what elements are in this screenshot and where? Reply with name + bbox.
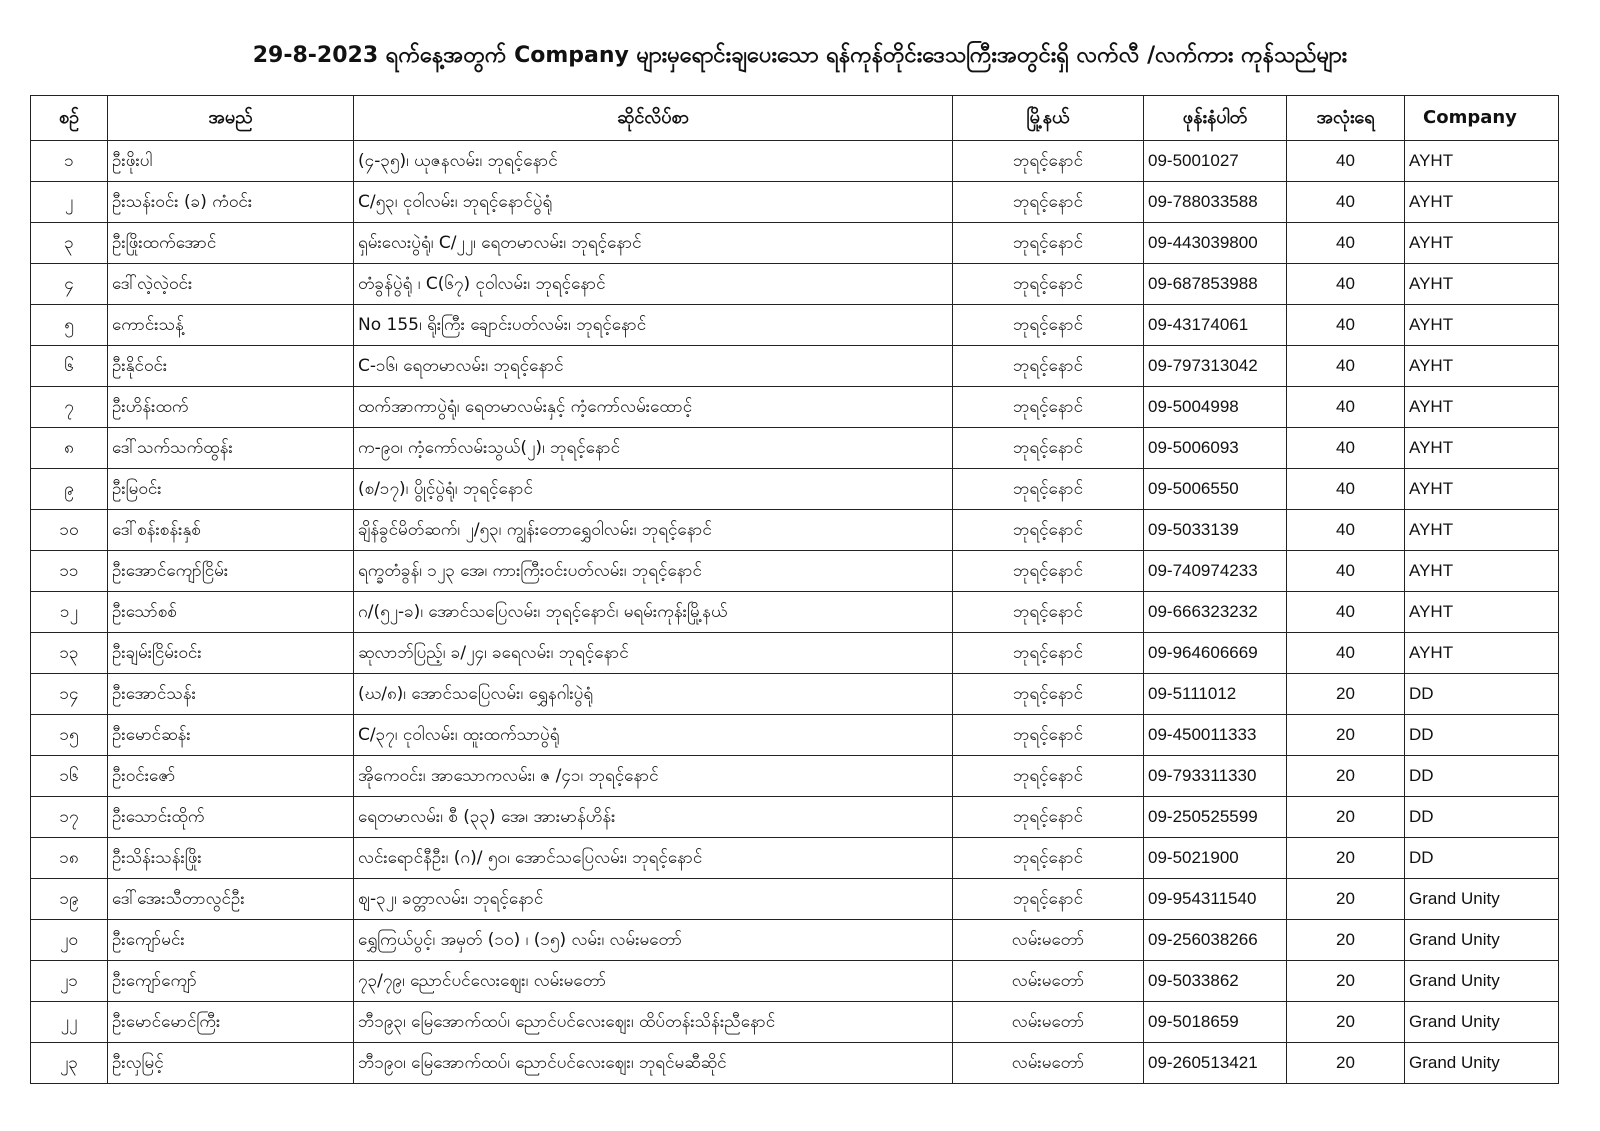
township: ဘုရင့်နောင် [953,756,1144,797]
company-name: DD [1405,797,1559,838]
company-name: Grand Unity [1405,961,1559,1002]
phone-number: 09-797313042 [1144,346,1287,387]
township: ဘုရင့်နောင် [953,346,1144,387]
table-row [31,387,1559,428]
shop-address: C/၅၃၊ ငုဝါလမ်း၊ ဘုရင့်နောင်ပွဲရုံ [354,182,953,223]
merchant-name: ဦးဝင်းဇော် [108,756,354,797]
shop-address: ဘီ၁၉၃၊ မြေအောက်ထပ်၊ ညောင်ပင်လေးဈေး၊ ထိပ်တန်းသိန်းညီနောင် [354,1002,953,1043]
shop-address: (၄-၃၅)၊ ယုဇနလမ်း၊ ဘုရင့်နောင် [354,141,953,182]
quantity: 40 [1287,346,1405,387]
township: ဘုရင့်နောင် [953,592,1144,633]
row-number: ၂၀ [31,920,108,961]
table-row [31,633,1559,674]
phone-number: 09-793311330 [1144,756,1287,797]
table-header-row [31,96,1559,141]
table-row [31,879,1559,920]
row-number: ၁၃ [31,633,108,674]
row-number: ၅ [31,305,108,346]
row-number: ၁၀ [31,510,108,551]
phone-number: 09-687853988 [1144,264,1287,305]
row-number: ၁၂ [31,592,108,633]
company-name: AYHT [1405,510,1559,551]
company-name: AYHT [1405,182,1559,223]
header-no: စဥ် [31,96,108,141]
table-row [31,510,1559,551]
township: ဘုရင့်နောင် [953,715,1144,756]
quantity: 20 [1287,715,1405,756]
phone-number: 09-5033139 [1144,510,1287,551]
shop-address: ဆုလာဘ်ပြည့်၊ ခ/၂၄၊ ခရေလမ်း၊ ဘုရင့်နောင် [354,633,953,674]
merchant-name: ကောင်းသန့် [108,305,354,346]
quantity: 20 [1287,756,1405,797]
merchant-name: ဦးသော်စစ် [108,592,354,633]
township: လမ်းမတော် [953,920,1144,961]
quantity: 20 [1287,879,1405,920]
township: ဘုရင့်နောင် [953,551,1144,592]
header-quantity: အလုံးရေ [1287,96,1405,141]
township: ဘုရင့်နောင် [953,387,1144,428]
table-row [31,674,1559,715]
quantity: 40 [1287,182,1405,223]
table-row [31,264,1559,305]
merchant-name: ဦးလှမြင့် [108,1043,354,1084]
merchant-name: ဒေါ်စန်းစန်းနှစ် [108,510,354,551]
company-name: AYHT [1405,305,1559,346]
shop-address: ဂ/(၅၂-ခ)၊ အောင်သပြေလမ်း၊ ဘုရင့်နောင်၊ မရမ်းကုန်းမြို့နယ် [354,592,953,633]
quantity: 20 [1287,838,1405,879]
phone-number: 09-5021900 [1144,838,1287,879]
table-row [31,182,1559,223]
header-name: အမည် [108,96,354,141]
township: လမ်းမတော် [953,1043,1144,1084]
merchant-name: ဦးဖိုးပါ [108,141,354,182]
township: ဘုရင့်နောင် [953,141,1144,182]
table-row [31,1043,1559,1084]
township: ဘုရင့်နောင် [953,879,1144,920]
table-row [31,592,1559,633]
merchant-name: ဒေါ်အေးသီတာလွင်ဦး [108,879,354,920]
township: ဘုရင့်နောင် [953,510,1144,551]
township: ဘုရင့်နောင် [953,264,1144,305]
township: လမ်းမတော် [953,961,1144,1002]
table-row [31,305,1559,346]
table-row [31,551,1559,592]
table-row [31,715,1559,756]
shop-address: ထက်အာကာပွဲရုံ၊ ရေတမာလမ်းနှင့် ကံ့ကော်လမ်းထောင့် [354,387,953,428]
shop-address: အိုကေဝင်း၊ အာသောကလမ်း၊ ဇ /၄၁၊ ဘုရင့်နောင် [354,756,953,797]
header-township: မြို့နယ် [953,96,1144,141]
table-row [31,1002,1559,1043]
company-name: DD [1405,715,1559,756]
phone-number: 09-5111012 [1144,674,1287,715]
quantity: 20 [1287,920,1405,961]
phone-number: 09-5018659 [1144,1002,1287,1043]
shop-address: (စ/၁၇)၊ ပွိုင့်ပွဲရုံ၊ ဘုရင့်နောင် [354,469,953,510]
merchant-name: ဦးကျော်မင်း [108,920,354,961]
quantity: 20 [1287,1043,1405,1084]
merchant-name: ဒေါ်လဲ့လဲ့ဝင်း [108,264,354,305]
table-body [31,141,1559,1084]
quantity: 20 [1287,1002,1405,1043]
row-number: ၁၉ [31,879,108,920]
company-name: AYHT [1405,264,1559,305]
phone-number: 09-5006093 [1144,428,1287,469]
phone-number: 09-788033588 [1144,182,1287,223]
merchant-table [30,95,1559,1084]
phone-number: 09-5033862 [1144,961,1287,1002]
merchant-name: ဦးမောင်ဆန်း [108,715,354,756]
merchant-name: ဦးအောင်ကျော်ငြိမ်း [108,551,354,592]
row-number: ၁၆ [31,756,108,797]
shop-address: က-၉၀၊ ကံ့ကော်လမ်းသွယ်(၂)၊ ဘုရင့်နောင် [354,428,953,469]
phone-number: 09-260513421 [1144,1043,1287,1084]
shop-address: တံခွန်ပွဲရုံ ၊ C(၆၇) ငုဝါလမ်း၊ ဘုရင့်နောင် [354,264,953,305]
phone-number: 09-43174061 [1144,305,1287,346]
phone-number: 09-443039800 [1144,223,1287,264]
table-row [31,797,1559,838]
quantity: 40 [1287,469,1405,510]
shop-address: C-၁၆၊ ရေတမာလမ်း၊ ဘုရင့်နောင် [354,346,953,387]
merchant-name: ဦးသန်းဝင်း (ခ) ကံဝင်း [108,182,354,223]
merchant-name: ဦးအောင်သန်း [108,674,354,715]
shop-address: ဘီ၁၉၀၊ မြေအောက်ထပ်၊ ညောင်ပင်လေးဈေး၊ ဘုရင်မဆီဆိုင် [354,1043,953,1084]
row-number: ၁၁ [31,551,108,592]
company-name: DD [1405,756,1559,797]
row-number: ၇ [31,387,108,428]
company-name: AYHT [1405,387,1559,428]
shop-address: ရွှေကြယ်ပွင့်၊ အမှတ် (၁၀) ၊ (၁၅) လမ်း၊ လမ်းမတော် [354,920,953,961]
merchant-name: ဦးမောင်မောင်ကြီး [108,1002,354,1043]
table-row [31,756,1559,797]
township: ဘုရင့်နောင် [953,223,1144,264]
quantity: 40 [1287,428,1405,469]
company-name: Grand Unity [1405,879,1559,920]
row-number: ၂၁ [31,961,108,1002]
phone-number: 09-450011333 [1144,715,1287,756]
table-row [31,428,1559,469]
company-name: Grand Unity [1405,1043,1559,1084]
merchant-name: ဦးကျော်ကျော် [108,961,354,1002]
quantity: 40 [1287,551,1405,592]
shop-address: လင်းရောင်နီဦး၊ (ဂ)/ ၅၀၊ အောင်သပြေလမ်း၊ ဘုရင့်နောင် [354,838,953,879]
merchant-name: ဦးသောင်းထိုက် [108,797,354,838]
township: ဘုရင့်နောင် [953,838,1144,879]
header-address: ဆိုင်လိပ်စာ [354,96,953,141]
company-name: AYHT [1405,428,1559,469]
merchant-name: ဦးချမ်းငြိမ်းဝင်း [108,633,354,674]
company-name: AYHT [1405,633,1559,674]
quantity: 20 [1287,674,1405,715]
quantity: 40 [1287,592,1405,633]
row-number: ၂၂ [31,1002,108,1043]
quantity: 40 [1287,264,1405,305]
merchant-name: ဦးဟိန်းထက် [108,387,354,428]
shop-address: C/၃၇၊ ငုဝါလမ်း၊ ထူးထက်သာပွဲရုံ [354,715,953,756]
table-row [31,469,1559,510]
township: ဘုရင့်နောင် [953,182,1144,223]
phone-number: 09-5006550 [1144,469,1287,510]
row-number: ၈ [31,428,108,469]
quantity: 40 [1287,387,1405,428]
shop-address: ရှမ်းလေးပွဲရုံ၊ C/၂၂၊ ရေတမာလမ်း၊ ဘုရင့်နောင် [354,223,953,264]
row-number: ၁၅ [31,715,108,756]
township: ဘုရင့်နောင် [953,674,1144,715]
phone-number: 09-250525599 [1144,797,1287,838]
township: ဘုရင့်နောင် [953,633,1144,674]
phone-number: 09-740974233 [1144,551,1287,592]
row-number: ၁ [31,141,108,182]
quantity: 40 [1287,633,1405,674]
township: ဘုရင့်နောင် [953,797,1144,838]
company-name: Grand Unity [1405,920,1559,961]
table-row [31,346,1559,387]
phone-number: 09-256038266 [1144,920,1287,961]
company-name: Grand Unity [1405,1002,1559,1043]
merchant-name: ဒေါ်သက်သက်ထွန်း [108,428,354,469]
quantity: 40 [1287,510,1405,551]
phone-number: 09-666323232 [1144,592,1287,633]
merchant-name: ဦးနိုင်ဝင်း [108,346,354,387]
header-phone: ဖုန်းနံပါတ် [1144,96,1287,141]
company-name: DD [1405,838,1559,879]
company-name: DD [1405,674,1559,715]
row-number: ၄ [31,264,108,305]
township: ဘုရင့်နောင် [953,469,1144,510]
row-number: ၂၃ [31,1043,108,1084]
quantity: 40 [1287,141,1405,182]
merchant-name: ဦးသိန်းသန်းဖြိုး [108,838,354,879]
township: ဘုရင့်နောင် [953,428,1144,469]
phone-number: 09-5001027 [1144,141,1287,182]
row-number: ၁၈ [31,838,108,879]
company-name: AYHT [1405,223,1559,264]
shop-address: ဈ-၃၂၊ ခတ္တာလမ်း၊ ဘုရင့်နောင် [354,879,953,920]
table-row [31,141,1559,182]
table-row [31,961,1559,1002]
merchant-name: ဦးဖြိုးထက်အောင် [108,223,354,264]
header-company: Company [1405,96,1559,141]
shop-address: ၇၃/၇၉၊ ညောင်ပင်လေးဈေး၊ လမ်းမတော် [354,961,953,1002]
table-row [31,223,1559,264]
phone-number: 09-5004998 [1144,387,1287,428]
row-number: ၃ [31,223,108,264]
table-row [31,838,1559,879]
shop-address: ရေတမာလမ်း၊ စီ (၃၃) အေ၊ အားမာန်ဟိန်း [354,797,953,838]
row-number: ၁၇ [31,797,108,838]
quantity: 20 [1287,961,1405,1002]
shop-address: (ဃ/၈)၊ အောင်သပြေလမ်း၊ ရွှေနဂါးပွဲရုံ [354,674,953,715]
row-number: ၆ [31,346,108,387]
quantity: 40 [1287,305,1405,346]
company-name: AYHT [1405,551,1559,592]
row-number: ၁၄ [31,674,108,715]
phone-number: 09-954311540 [1144,879,1287,920]
page-title: 29-8-2023 ရက်နေ့အတွက် Company များမှရောင်းချပေးသော ရန်ကုန်တိုင်းဒေသကြီးအတွင်းရှိ လက်လီ /လက်ကား ကုန်သည်များ [252,43,1348,68]
company-name: AYHT [1405,141,1559,182]
township: လမ်းမတော် [953,1002,1144,1043]
row-number: ၉ [31,469,108,510]
shop-address: No 155၊ ရိုးကြီး ချောင်းပတ်လမ်း၊ ဘုရင့်နောင် [354,305,953,346]
quantity: 40 [1287,223,1405,264]
table-row [31,920,1559,961]
township: ဘုရင့်နောင် [953,305,1144,346]
quantity: 20 [1287,797,1405,838]
company-name: AYHT [1405,469,1559,510]
company-name: AYHT [1405,346,1559,387]
shop-address: ချိန်ခွင်မိတ်ဆက်၊ ၂/၅၃၊ ကျွန်းတောရွှေဝါလမ်း၊ ဘုရင့်နောင် [354,510,953,551]
merchant-name: ဦးမြဝင်း [108,469,354,510]
row-number: ၂ [31,182,108,223]
company-name: AYHT [1405,592,1559,633]
phone-number: 09-964606669 [1144,633,1287,674]
shop-address: ရက္ခတံခွန်၊ ၁၂၃ အေ၊ ကားကြီးဝင်းပတ်လမ်း၊ ဘုရင့်နောင် [354,551,953,592]
